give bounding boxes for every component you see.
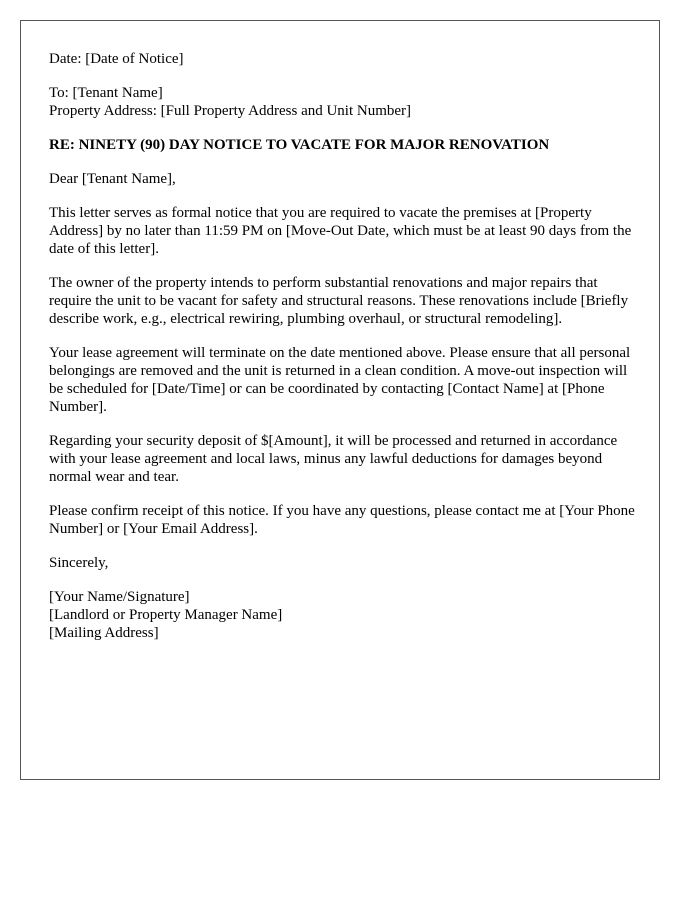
subject-line: RE: NINETY (90) DAY NOTICE TO VACATE FOR MAJOR RENOVATION — [49, 137, 550, 153]
signature-address: [Mailing Address] — [49, 625, 159, 641]
paragraph-vacate-notice: This letter serves as formal notice that you are required to vacate the premises at [Property Address] by no later than 11:59 PM on [Move-Out Date, which must be at least 90 days from the date of this letter]. — [49, 205, 632, 257]
letter-body — [49, 50, 639, 658]
salutation: Dear [Tenant Name], — [49, 171, 176, 187]
paragraph-lease-termination: Your lease agreement will terminate on the date mentioned above. Please ensure that all personal belongings are removed and the unit is returned in a clean condition. A move-out inspection will be scheduled for [Date/Time] or can be coordinated by contacting [Contact Name] at [Phone Number]. — [49, 345, 631, 415]
paragraph-renovation-details: The owner of the property intends to perform substantial renovations and major repairs that require the unit to be vacant for safety and structural reasons. These renovations include [Briefly describe work, e.g., electrical rewiring, plumbing overhaul, or structural remodeling]. — [49, 275, 629, 327]
property-address-line: Property Address: [Full Property Address and Unit Number] — [49, 103, 412, 119]
to-line: To: [Tenant Name] — [49, 85, 163, 101]
paragraph-contact: Please confirm receipt of this notice. If you have any questions, please contact me at [Your Phone Number] or [Your Email Address]. — [49, 503, 635, 537]
date-line: Date: [Date of Notice] — [49, 51, 184, 67]
letter-page — [20, 20, 660, 780]
closing: Sincerely, — [49, 555, 109, 571]
signature-title: [Landlord or Property Manager Name] — [49, 607, 283, 623]
signature-block — [49, 588, 639, 642]
paragraph-security-deposit: Regarding your security deposit of $[Amount], it will be processed and returned in accordance with your lease agreement and local laws, minus any lawful deductions for damages beyond normal wear and tear. — [49, 433, 618, 485]
recipient-block — [49, 84, 639, 120]
signature-name: [Your Name/Signature] — [49, 589, 190, 605]
